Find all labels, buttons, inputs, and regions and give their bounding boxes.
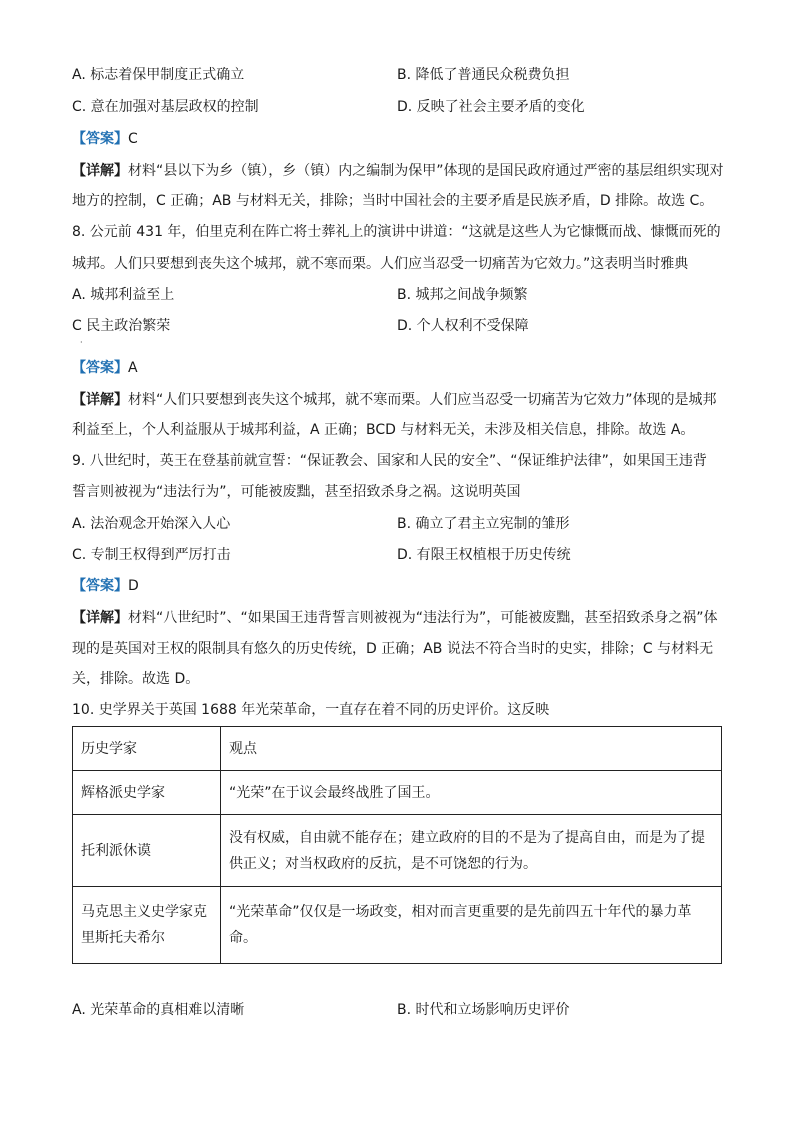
historian-name: 辉格派史学家 <box>81 784 165 801</box>
viewpoint-text-line-1: 没有权威，自由就不能存在；建立政府的目的不是为了提高自由，而是为了提 <box>229 829 705 846</box>
q7-detail-line-1 <box>72 160 724 182</box>
answer-tag: 【答案】 <box>72 131 128 147</box>
historian-cell <box>73 815 221 887</box>
historian-name: 托利派休谟 <box>81 842 151 859</box>
header-viewpoint: 观点 <box>221 727 722 771</box>
q7-detail-line-2: 地方的控制，C 正确；AB 与材料无关，排除；当时中国社会的主要矛盾是民族矛盾，D 排除。故选 C。 <box>72 193 714 209</box>
historian-name-line-2: 里斯托夫希尔 <box>81 930 165 946</box>
q9-detail-line-2: 现的是英国对王权的限制具有悠久的历史传统，D 正确；AB 说法不符合当时的史实，排除；C 与材料无 <box>72 641 714 657</box>
q8-option-b: B. 城邦之间战争频繁 <box>397 287 528 303</box>
detail-text: 材料“八世纪时”、“如果国王违背誓言则被视为“违法行为”，可能被废黜，甚至招致杀身之祸”体 <box>128 610 718 626</box>
q10-option-b: B. 时代和立场影响历史评价 <box>397 1002 570 1018</box>
detail-text: 材料“县以下为乡（镇），乡（镇）内之编制为保甲”体现的是国民政府通过严密的基层组织实现对 <box>128 163 724 179</box>
historians-views-table <box>72 726 722 964</box>
table-row <box>73 815 722 887</box>
q9-option-b: B. 确立了君主立宪制的雏形 <box>397 516 570 532</box>
q8-answer <box>72 357 138 379</box>
q8-stem-line-2: 城邦。人们只要想到丧失这个城邦，就不寒而栗。人们应当忍受一切痛苦为它效力。”这表明当时雅典 <box>72 256 689 272</box>
q9-answer <box>72 575 139 597</box>
header-historian: 历史学家 <box>73 727 221 771</box>
historian-cell <box>73 887 221 964</box>
answer-value: A <box>128 360 138 376</box>
q7-option-d: D. 反映了社会主要矛盾的变化 <box>397 99 585 115</box>
q7-option-b: B. 降低了普通民众税费负担 <box>397 67 570 83</box>
q8-option-c: C 民主政治繁荣 <box>72 318 171 334</box>
detail-text: 材料“人们只要想到丧失这个城邦，就不寒而栗。人们应当忍受一切痛苦为它效力”体现的是城邦 <box>128 392 717 408</box>
q7-answer <box>72 128 138 150</box>
q8-option-d: D. 个人权利不受保障 <box>397 318 529 334</box>
table-row <box>73 771 722 815</box>
q9-stem-line-2: 誓言则被视为“违法行为”，可能被废黜，甚至招致杀身之祸。这说明英国 <box>72 484 521 500</box>
detail-tag: 【详解】 <box>72 392 128 408</box>
answer-tag: 【答案】 <box>72 578 128 594</box>
table-header-row <box>73 727 722 771</box>
answer-value: D <box>128 578 139 594</box>
viewpoint-cell <box>221 771 722 815</box>
viewpoint-cell <box>221 887 722 964</box>
q9-detail-line-3: 关，排除。故选 D。 <box>72 671 200 687</box>
q8-detail-line-2: 利益至上，个人利益服从于城邦利益，A 正确；BCD 与材料无关，未涉及相关信息，排除。故选 A。 <box>72 422 695 438</box>
answer-value: C <box>128 131 138 147</box>
viewpoint-text-line-2: 供正义；对当权政府的反抗，是不可饶恕的行为。 <box>229 855 537 872</box>
q9-option-a: A. 法治观念开始深入人心 <box>72 516 231 532</box>
historian-cell <box>73 771 221 815</box>
q10-option-a: A. 光荣革命的真相难以清晰 <box>72 1002 245 1018</box>
q10-stem: 10. 史学界关于英国 1688 年光荣革命，一直存在着不同的历史评价。这反映 <box>72 702 550 718</box>
viewpoint-text-line-2: 命。 <box>229 930 257 946</box>
q9-option-d: D. 有限王权植根于历史传统 <box>397 547 571 563</box>
q8-stem-line-1: 8. 公元前 431 年，伯里克利在阵亡将士葬礼上的演讲中讲道：“这就是这些人为它慷慨而战、慷慨而死的 <box>72 224 721 240</box>
detail-tag: 【详解】 <box>72 163 128 179</box>
q7-option-a: A. 标志着保甲制度正式确立 <box>72 67 245 83</box>
q7-option-c: C. 意在加强对基层政权的控制 <box>72 99 259 115</box>
table-row <box>73 887 722 964</box>
answer-tag: 【答案】 <box>72 360 128 376</box>
q9-stem-line-1: 9. 八世纪时，英王在登基前就宣誓：“保证教会、国家和人民的安全”、“保证维护法律”，如果国王违背 <box>72 453 707 469</box>
historian-name-line-1: 马克思主义史学家克 <box>81 904 207 920</box>
viewpoint-text: “光荣”在于议会最终战胜了国王。 <box>229 784 440 801</box>
q9-detail-line-1 <box>72 607 718 629</box>
q8-option-a: A. 城邦利益至上 <box>72 287 175 303</box>
q8-detail-line-1 <box>72 389 717 411</box>
stray-dot: · <box>80 338 83 347</box>
viewpoint-text-line-1: “光荣革命”仅仅是一场政变，相对而言更重要的是先前四五十年代的暴力革 <box>229 904 692 920</box>
viewpoint-cell <box>221 815 722 887</box>
detail-tag: 【详解】 <box>72 610 128 626</box>
q9-option-c: C. 专制王权得到严厉打击 <box>72 547 231 563</box>
